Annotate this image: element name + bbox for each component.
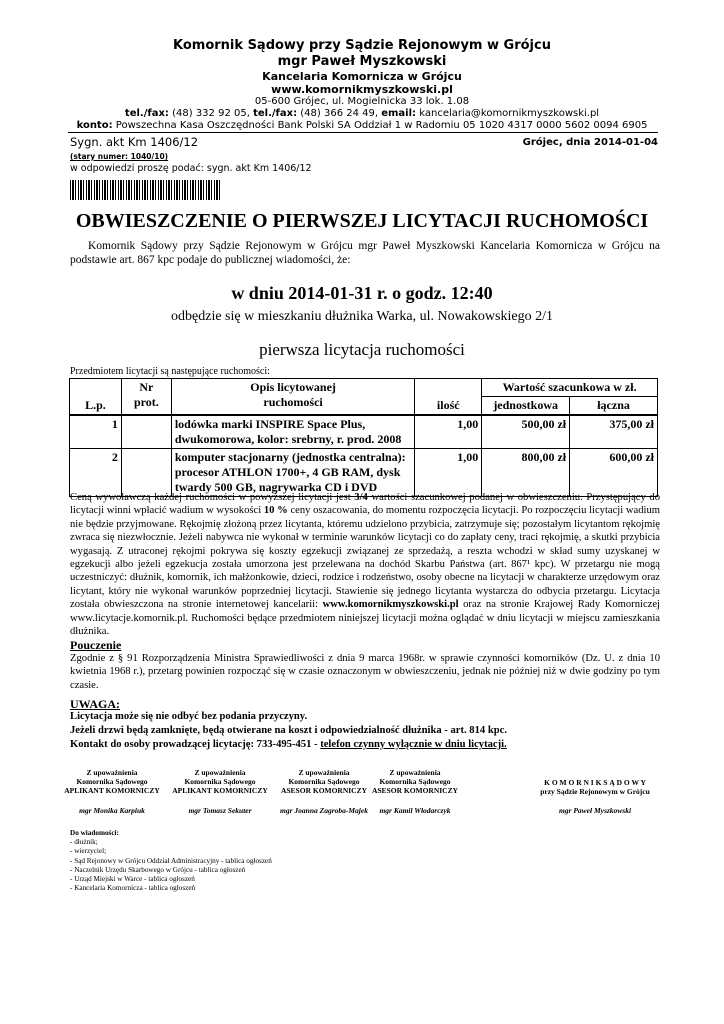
row-lp: 1 (70, 415, 122, 449)
sig-line3: ASESOR KOMORNICZY (280, 786, 368, 795)
terms-text-a: Ceną wywoławczą każdej ruchomości w powyższej licytacji jest (70, 492, 355, 503)
row-jednostkowa: 500,00 zł (482, 415, 570, 449)
list-item: - wierzyciel; (70, 847, 107, 856)
header-wartosc: Wartość szacunkowa w zł. (482, 379, 658, 397)
row-laczna: 600,00 zł (570, 449, 658, 497)
signature-block-bailiff (525, 778, 665, 796)
barcode (70, 180, 220, 200)
contact-value-2: (48) 366 24 49, (300, 108, 379, 119)
sig-line1: Z upoważnienia (389, 768, 441, 777)
sig-line2: Komornika Sądowego (76, 777, 148, 786)
header-prot: prot. (133, 395, 159, 409)
page-title: OBWIESZCZENIE O PIERWSZEJ LICYTACJI RUCHOMOŚCI (75, 210, 649, 232)
sig-line3: ASESOR KOMORNICZY (371, 786, 459, 795)
header-nr-prot (121, 379, 171, 416)
row-laczna: 375,00 zł (570, 415, 658, 449)
sig-line1: Z upoważnienia (86, 768, 138, 777)
header-line1: Komornik Sądowy przy Sądzie Rejonowym w Grójcu (173, 38, 551, 53)
row-opis: lodówka marki INSPIRE Space Plus, dwukomorowa, kolor: srebrny, r. prod. 2008 (171, 415, 414, 449)
list-item: - Kancelaria Komornicza - tablica ogłoszeń (70, 884, 196, 893)
header-ilosc: ilość (415, 379, 482, 416)
header-laczna: łączna (570, 397, 658, 416)
terms-percent: 10 % (263, 505, 288, 517)
signature-block-2 (170, 768, 270, 795)
sig-line3: APLIKANT KOMORNICZY (172, 786, 268, 795)
old-number: (stary numer: 1040/10) (70, 152, 169, 161)
header-jednostkowa: jednostkowa (482, 397, 570, 416)
contact-label-1: tel./fax: (124, 108, 169, 119)
pouczenie-heading: Pouczenie (70, 638, 122, 652)
signature-name-4: mgr Kamil Włodarczyk (379, 806, 451, 815)
terms-fraction: 3/4 (354, 492, 368, 503)
auction-date: w dniu 2014-01-31 r. o godz. 12:40 (231, 283, 493, 303)
uwaga-contact: Kontakt do osoby prowadzącej licytację: 733-495-451 - (70, 739, 321, 750)
signature-name-3: mgr Joanna Zagroba-Majek (280, 806, 368, 815)
sig-line2: Komornika Sądowego (379, 777, 451, 786)
signature-name-bailiff: mgr Paweł Myszkowski (558, 806, 632, 815)
sig-line2: Komornika Sądowego (288, 777, 360, 786)
reply-note: w odpowiedzi proszę podać: sygn. akt Km 1406/12 (70, 163, 312, 174)
terms-text-b: wartości szacunkowej podanej w obwieszczeniu. Przystępujący do licytacji winni wpłacić wadium w wysokości (70, 492, 660, 517)
uwaga-line2: Jeżeli drzwi będą zamknięte, będą otwierane na koszt i odpowiedzialność dłużnika - art. 814 kpc. (70, 725, 507, 736)
recipients-heading: Do wiadomości: (70, 829, 119, 837)
auction-type: pierwsza licytacja ruchomości (259, 340, 465, 359)
header-website: www.komornikmyszkowski.pl (271, 83, 453, 96)
bank-value: Powszechna Kasa Oszczędności Bank Polski SA Oddział 1 w Radomiu 05 1020 4317 0000 5602 0094 6905 (115, 120, 648, 131)
sig-line2: Komornika Sądowego (184, 777, 256, 786)
sig-line2: przy Sądzie Rejonowym w Grójcu (540, 787, 650, 796)
row-ilosc: 1,00 (415, 415, 482, 449)
intro-text: Komornik Sądowy przy Sądzie Rejonowym w Grójcu mgr Paweł Myszkowski Kancelaria Komornicza w Grójcu na podstawie art. 867 kpc podaje do publicznej wiadomości, że: (70, 240, 660, 266)
terms-website: www.komornikmyszkowski.pl (322, 599, 459, 611)
list-item: - Urząd Miejski w Warce - tablica ogłoszeń (70, 875, 195, 884)
contact-label-2: tel./fax: (253, 108, 298, 119)
recipients-list (70, 829, 272, 893)
header-lp: L.p. (70, 379, 122, 416)
contact-value-1: (48) 332 92 05, (172, 108, 250, 119)
signature-name-2: mgr Tomasz Sekuter (188, 806, 252, 815)
sig-line1: K O M O R N I K S Ą D O W Y (544, 778, 646, 787)
list-item: - dłużnik; (70, 838, 98, 847)
signature-name-1: mgr Monika Karpiuk (79, 806, 145, 815)
row-nr (121, 449, 171, 497)
contact-label-3: email: (381, 108, 417, 119)
uwaga-heading: UWAGA: (70, 697, 120, 711)
uwaga-line1: Licytacja może się nie odbyć bez podania przyczyny. (70, 711, 308, 722)
uwaga-line3 (70, 739, 507, 750)
sig-line1: Z upoważnienia (194, 768, 246, 777)
case-number: Sygn. akt Km 1406/12 (70, 135, 199, 149)
signature-block-3 (274, 768, 374, 795)
terms-text-d: oraz na stronie Krajowej Rady Komorniczej www.licytacje.komornik.pl. Ruchomości będące przedmiotem niniejszej licytacji można oglądać w dniu licytacji w miejscu zamieszkania dłużnika. (70, 599, 660, 638)
header-opis-line1: Opis licytowanej (250, 380, 336, 394)
header-opis (171, 379, 414, 416)
table-caption: Przedmiotem licytacji są następujące ruchomości: (70, 366, 270, 377)
document-date: Grójec, dnia 2014-01-04 (522, 137, 658, 148)
contact-value-3: kancelaria@komornikmyszkowski.pl (419, 108, 600, 119)
signature-block-4 (365, 768, 465, 795)
list-item: - Naczelnik Urzędu Skarbowego w Grójcu - tablica ogłoszeń (70, 865, 246, 874)
header-contact (0, 108, 724, 119)
sig-line1: Z upoważnienia (298, 768, 350, 777)
row-nr (121, 415, 171, 449)
list-item: - Sąd Rejonowy w Grójcu Oddział Administracyjny - tablica ogłoszeń (70, 856, 272, 865)
items-table (69, 378, 658, 497)
bank-label: konto: (76, 120, 113, 131)
header-bank (0, 120, 724, 131)
auction-location: odbędzie się w mieszkaniu dłużnika Warka, ul. Nowakowskiego 2/1 (171, 309, 553, 324)
signature-block-1 (62, 768, 162, 795)
header-line3: Kancelaria Komornicza w Grójcu (262, 70, 462, 83)
terms-paragraph (70, 491, 660, 638)
terms-text-c: ceny oszacowania, do momentu rozpoczęcia licytacji. Po rozpoczęciu licytacji wadium nie będzie przyjmowane. Rękojmię złożoną przez licytanta, któremu udzielono przybicia, zatrzymuje się; pozostałym licytantom rękojmię zwraca się niezwłocznie. Jeżeli nabywca nie wykonał w terminie warunków licytacji co do zapłaty ceny, traci rękojmię, a skutki przybicia wygasają. Z utraconej rękojmi pokrywa się koszty egzekucji związanej ze sprzedażą, a reszta wchodzi w skład sumy uzyskanej w egzekucji albo jeżeli egzekucja została umorzona jest przelewana na dochód Skarbu Państwa (art. 867¹ kpc). W przetargu nie mogą uczestniczyć: dłużnik, komornik, ich małżonkowie, dzieci, rodzice i rodzeństwo, osoby obecne na licytacji w charakterze urzędowym oraz licytant, który nie wykonał warunków poprzedniej licytacji. Stawienie się jednego licytanta wystarcza do odbycia przetargu. Licytacja została obwieszczona na stronie internetowej kancelarii: (70, 505, 660, 611)
uwaga-phone-note: telefon czynny wyłącznie w dniu licytacji. (320, 739, 507, 750)
sig-line3: APLIKANT KOMORNICZY (64, 786, 160, 795)
table-row (70, 415, 658, 449)
row-jednostkowa: 800,00 zł (482, 449, 570, 497)
row-opis: komputer stacjonarny (jednostka centralna): procesor ATHLON 1700+, 4 GB RAM, dysk twardy 500 GB, nagrywarka CD i DVD (171, 449, 414, 497)
header-line2: mgr Paweł Myszkowski (277, 54, 447, 69)
header-opis-line2: ruchomości (263, 395, 323, 409)
header-rule (68, 132, 658, 133)
header-nr: Nr (139, 380, 154, 394)
pouczenie-text: Zgodnie z § 91 Rozporządzenia Ministra Sprawiedliwości z dnia 9 marca 1968r. w sprawie czynności komorników (Dz. U. z dnia 10 kwietnia 1968 r.), przetarg powinien rozpocząć się w czasie oznaczonym w obwieszczeniu, jednak nie później niż w dwie godziny po tym czasie. (70, 653, 660, 691)
header-address: 05-600 Grójec, ul. Mogielnicka 33 lok. 1.08 (254, 96, 470, 107)
row-lp: 2 (70, 449, 122, 497)
row-ilosc: 1,00 (415, 449, 482, 497)
table-row (70, 449, 658, 497)
